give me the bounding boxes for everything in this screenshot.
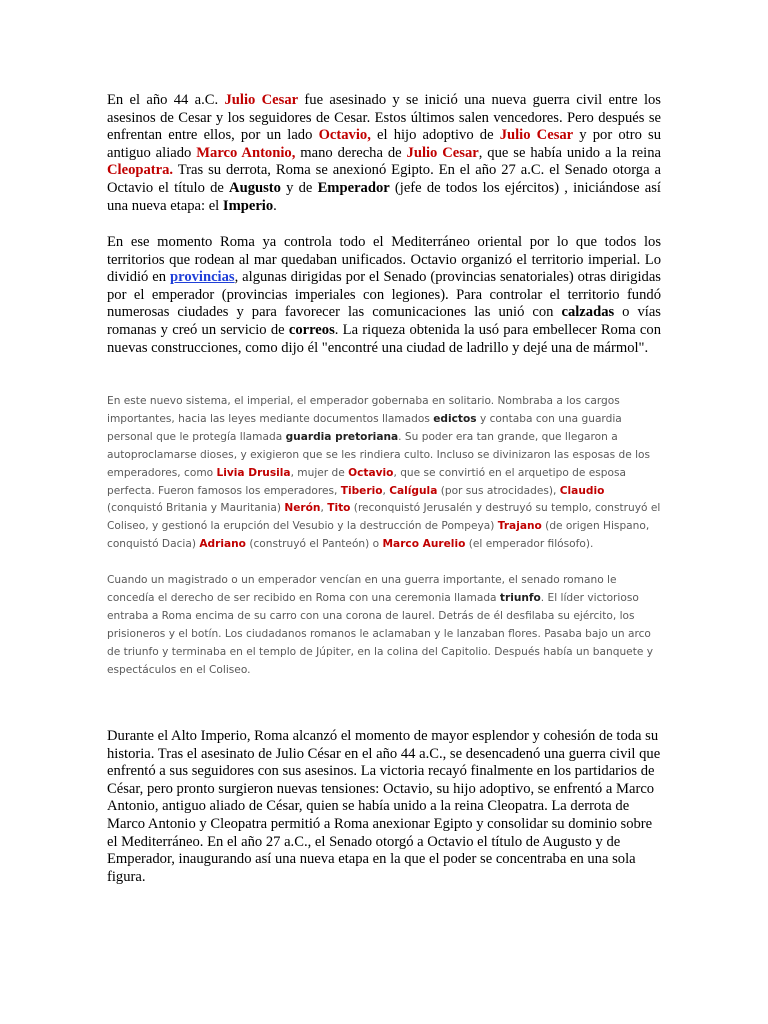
- text: , algunas dirigidas por el Senado (provincias senatoriales) otras dirigidas por el emperador (provincias imperiales con legiones). Para controlar el territorio fundó numerosas ciudades y para favorecer las comunicaciones las unió con: [107, 269, 661, 321]
- text: fue asesinado y se inició una nueva guerra civil entre los asesinos de Cesar y los seguidores de Cesar. Estos últimos salen vencedores. Pero después se enfrentan entre ellos, por un lado: [107, 92, 661, 144]
- highlight-tiberio: Tiberio: [340, 484, 383, 497]
- text: (conquistó Britania y Mauritania): [107, 502, 285, 515]
- text: o vías romanas y creó un servicio de: [107, 304, 661, 338]
- text: mano derecha de: [295, 144, 407, 161]
- text: , que se convirtió en el arquetipo de esposa perfecta. Fueron famosos los emperadores,: [107, 466, 627, 497]
- text: , que se había unido a la reina: [478, 144, 661, 161]
- text: y de: [280, 179, 318, 196]
- text: (el emperador filósofo).: [465, 538, 594, 551]
- text: En este nuevo sistema, el imperial, el emperador gobernaba en solitario. Nombraba a los cargos importantes, hacia las leyes mediante documentos llamados: [107, 395, 620, 425]
- bold-imperio: Imperio: [222, 197, 274, 214]
- highlight-neron: Nerón: [284, 502, 321, 515]
- bold-calzadas: calzadas: [561, 304, 615, 321]
- bold-emperador: Emperador: [317, 179, 390, 196]
- paragraph-emperadores: [107, 393, 661, 554]
- text: . Su poder era tan grande, que llegaron a autoproclamarse dioses, y exigieron que se les rindiera culto. Incluso se divinizaron las esposas de los emperadores, como: [107, 430, 651, 479]
- highlight-marco-aurelio: Marco Aurelio: [382, 538, 466, 551]
- highlight-octavio: Octavio: [348, 466, 394, 479]
- bold-guardia-pretoriana: guardia pretoriana: [285, 430, 399, 443]
- bold-correos: correos: [288, 321, 335, 338]
- text: y contaba con una guardia personal que le protegía llamada: [107, 412, 622, 443]
- highlight-claudio: Claudio: [559, 484, 605, 497]
- text: ,: [320, 502, 328, 515]
- highlight-tito: Tito: [327, 502, 351, 515]
- text: ,: [382, 484, 390, 497]
- text: .: [273, 197, 277, 214]
- paragraph-julio-cesar: [107, 92, 661, 215]
- highlight-julio-cesar: Julio Cesar: [406, 144, 479, 161]
- text: y por otro su antiguo aliado: [107, 127, 661, 161]
- text: , mujer de: [290, 466, 349, 479]
- highlight-julio-cesar: Julio Cesar: [499, 127, 574, 144]
- text: (por sus atrocidades),: [437, 484, 560, 497]
- highlight-marco-antonio: Marco Antonio,: [196, 144, 296, 161]
- highlight-octavio: Octavio,: [318, 127, 371, 144]
- paragraph-alto-imperio: Durante el Alto Imperio, Roma alcanzó el momento de mayor esplendor y cohesión de toda su historia. Tras el asesinato de Julio César en el año 44 a.C., se desencadenó una guerra civil que enfrentó a sus seguidores con sus asesinos. La victoria recayó finalmente en los partidarios de César, pero pronto surgieron nuevas tensiones: Octavio, su hijo adoptivo, se enfrentó a Marco Antonio, antiguo aliado de César, quien se había unido a la reina Cleopatra. La derrota de Marco Antonio y Cleopatra permitió a Roma anexionar Egipto y consolidar su dominio sobre el Mediterráneo. En el año 27 a.C., el Senado otorgó a Octavio el título de Augusto y de Emperador, inaugurando así una nueva etapa en la que el poder se concentraba en una sola figura.: [107, 728, 661, 885]
- highlight-trajano: Trajano: [497, 520, 542, 533]
- text: En el año 44 a.C.: [107, 92, 225, 108]
- link-provincias[interactable]: provincias: [169, 269, 235, 286]
- text: . El líder victorioso entraba a Roma encima de su carro con una corona de laurel. Detrás de él desfilaba su ejército, los prisioneros y el botín. Los ciudadanos romanos le aclamaban y le lanzaban flores. Pasaba bajo un arco de triunfo y terminaba en el templo de Júpiter, en la colina del Capitolio. Después había un banquete y espectáculos en el Coliseo.: [107, 591, 654, 676]
- highlight-julio-cesar: Julio Cesar: [224, 92, 299, 108]
- highlight-caligula: Calígula: [389, 484, 438, 497]
- text: Tras su derrota, Roma se anexionó Egipto. En el año 27 a.C. el Senado otorga a Octavio el título de: [107, 162, 661, 196]
- paragraph-triunfo: [107, 572, 661, 679]
- text: (jefe de todos los ejércitos) , iniciándose así una nueva etapa: el: [107, 179, 661, 214]
- highlight-adriano: Adriano: [199, 538, 246, 551]
- text: Cuando un magistrado o un emperador vencían en una guerra importante, el senado romano le concedía el derecho de ser recibido en Roma con una ceremonia llamada: [107, 574, 617, 604]
- text: . La riqueza obtenida la usó para embellecer Roma con nuevas construcciones, como dijo él "encontré una ciudad de ladrillo y dejé una de mármol".: [107, 321, 661, 356]
- paragraph-territorio: [107, 234, 661, 357]
- bold-edictos: edictos: [433, 412, 477, 425]
- text: En ese momento Roma ya controla todo el Mediterráneo oriental por lo que todos los territorios que rodean al mar quedaban unificados. Octavio organizó el territorio imperial. Lo dividió en: [107, 234, 661, 286]
- text: el hijo adoptivo de: [370, 127, 500, 144]
- highlight-livia-drusila: Livia Drusila: [216, 466, 291, 479]
- bold-augusto: Augusto: [229, 179, 281, 196]
- highlight-cleopatra: Cleopatra.: [107, 162, 174, 179]
- text: (de origen Hispano, conquistó Dacia): [107, 520, 650, 551]
- text: (construyó el Panteón) o: [245, 538, 383, 551]
- bold-triunfo: triunfo: [499, 591, 541, 604]
- text: (reconquistó Jerusalén y destruyó su templo, construyó el Coliseo, y gestionó la erupción del Vesubio y la destrucción de Pompeya): [107, 502, 661, 533]
